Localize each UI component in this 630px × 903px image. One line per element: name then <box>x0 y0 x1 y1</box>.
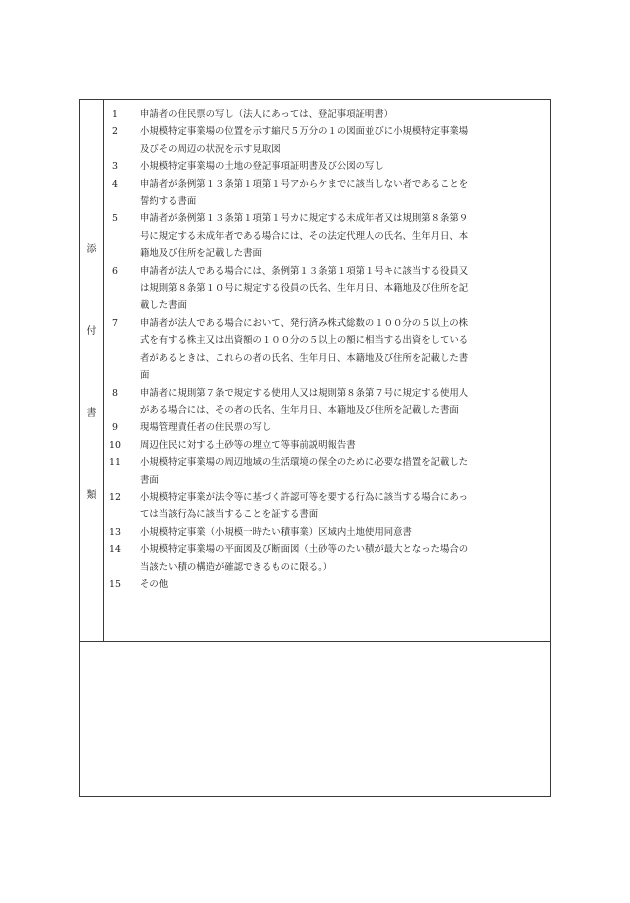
item-text: 小規模特定事業場の位置を示す縮尺５万分の１の図面並びに小規模特定事業場 及びその周辺の状況を示す見取図 <box>140 126 469 155</box>
attachment-list-section <box>80 100 550 642</box>
side-label-char: 付 <box>86 326 97 337</box>
attachment-item <box>104 385 552 420</box>
item-number: 8 <box>112 387 118 399</box>
item-text: その他 <box>140 578 169 590</box>
item-text: 申請者が条例第１３条第１項第１号アからケまでに該当しない者であることを 誓約する書面 <box>140 178 469 208</box>
item-number: 3 <box>112 161 118 173</box>
item-text: 申請者の住民票の写し（法人にあっては、登記事項証明書） <box>140 109 394 120</box>
attachment-item <box>104 176 552 211</box>
attachment-item <box>104 123 552 158</box>
item-number: 12 <box>109 491 121 503</box>
attachment-items <box>104 106 552 593</box>
attachment-item <box>104 437 552 454</box>
item-number: 13 <box>109 526 121 538</box>
item-text: 現場管理責任者の住民票の写し <box>140 422 272 434</box>
item-text: 小規模特定事業（小規模一時たい積事業）区域内土地使用同意書 <box>140 526 412 538</box>
attachment-item <box>104 489 552 524</box>
attachment-item <box>104 210 552 262</box>
item-number: 4 <box>112 178 118 190</box>
side-label-char: 書 <box>86 408 97 419</box>
item-text: 申請者が条例第１３条第１項第１号カに規定する未成年者又は規則第８条第９ 号に規定する未成年者である場合には、その法定代理人の氏名、生年月日、本 籍地及び住所を記載した書面 <box>140 213 469 260</box>
side-label-char: 添 <box>86 244 97 255</box>
attachment-item <box>104 524 552 541</box>
item-number: 15 <box>109 578 121 590</box>
attachment-form-box <box>79 99 551 797</box>
item-text: 小規模特定事業場の土地の登記事項証明書及び公図の写し <box>140 161 384 173</box>
item-number: 6 <box>112 265 118 277</box>
item-number: 10 <box>109 439 121 451</box>
item-text: 申請者に規則第７条で規定する使用人又は規則第８条第７号に規定する使用人 がある場合には、その者の氏名、生年月日、本籍地及び住所を記載した書面 <box>140 387 469 416</box>
item-text: 申請者が法人である場合において、発行済み株式総数の１００分の５以上の株 式を有する株主又は出資額の１００分の５以上の額に相当する出資をしている 者があるときは、これらの者の氏名、生年月日、本籍地及び住所を記載した書 面 <box>140 317 469 382</box>
item-text: 申請者が法人である場合には、条例第１３条第１項第１号キに該当する役員又 は規則第８条第１０号に規定する役員の氏名、生年月日、本籍地及び住所を記 載した書面 <box>140 265 469 312</box>
attachment-item <box>104 419 552 436</box>
item-text: 小規模特定事業場の周辺地域の生活環境の保全のために必要な措置を記載した 書面 <box>140 457 469 486</box>
item-text: 小規模特定事業場の平面図及び断面図（土砂等のたい積が最大となった場合の 当該たい積の構造が確認できるものに限る。） <box>140 544 469 573</box>
attachment-item <box>104 263 552 315</box>
item-text: 小規模特定事業が法令等に基づく許認可等を要する行為に該当する場合にあっ ては当該行為に該当することを証する書面 <box>140 491 469 521</box>
attachment-item <box>104 454 552 489</box>
item-number: 2 <box>112 126 118 138</box>
item-number: 5 <box>112 213 118 225</box>
attachment-item <box>104 158 552 175</box>
item-text: 周辺住民に対する土砂等の埋立て等事前説明報告書 <box>140 439 356 451</box>
attachment-item <box>104 541 552 576</box>
item-number: 9 <box>112 422 118 434</box>
item-number: 14 <box>109 544 121 556</box>
attachments-side-label <box>80 100 104 641</box>
item-number: 7 <box>112 317 118 329</box>
blank-notes-area <box>80 642 550 796</box>
item-number: 11 <box>109 457 121 469</box>
item-number: 1 <box>112 109 118 120</box>
attachment-item <box>104 106 552 123</box>
attachment-item <box>104 315 552 385</box>
attachment-item <box>104 576 552 593</box>
side-label-char: 類 <box>86 490 97 501</box>
